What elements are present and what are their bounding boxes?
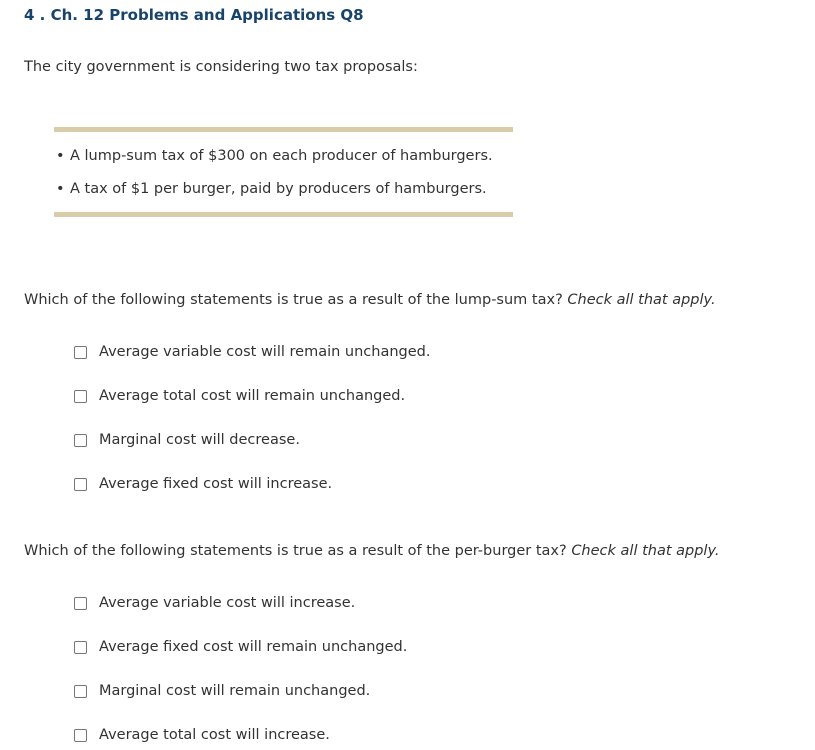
checkbox[interactable] [74,346,87,359]
proposal-item [54,148,493,164]
option-label: Average fixed cost will remain unchanged. [99,639,408,655]
checkbox[interactable] [74,390,87,403]
checkbox[interactable] [74,685,87,698]
option-afc-increase[interactable] [74,476,332,492]
question-prompt: Which of the following statements is true as a result of the lump-sum tax? [24,292,563,308]
option-avc-increase[interactable] [74,595,355,611]
option-label: Average total cost will increase. [99,727,330,743]
intro-text: The city government is considering two tax proposals: [24,59,418,75]
proposal-item [54,181,487,197]
checkbox[interactable] [74,729,87,742]
checkbox[interactable] [74,434,87,447]
question-lump-sum [24,292,716,308]
option-mc-decrease[interactable] [74,432,300,448]
question-hint: Check all that apply. [571,543,720,559]
question-prompt: Which of the following statements is true as a result of the per-burger tax? [24,543,567,559]
option-avc-unchanged[interactable] [74,344,430,360]
option-label: Average variable cost will remain unchanged. [99,344,431,360]
option-label: Marginal cost will decrease. [99,432,300,448]
option-atc-unchanged[interactable] [74,388,405,404]
option-label: Average fixed cost will increase. [99,476,333,492]
proposals-box [54,127,513,217]
proposal-text: A tax of $1 per burger, paid by producers of hamburgers. [70,181,487,197]
option-label: Average variable cost will increase. [99,595,356,611]
checkbox[interactable] [74,641,87,654]
checkbox[interactable] [74,478,87,491]
checkbox[interactable] [74,597,87,610]
option-label: Average total cost will remain unchanged. [99,388,406,404]
option-mc-unchanged[interactable] [74,683,370,699]
question-hint: Check all that apply. [567,292,716,308]
option-label: Marginal cost will remain unchanged. [99,683,371,699]
page-title: 4 . Ch. 12 Problems and Applications Q8 [24,6,364,24]
option-afc-unchanged[interactable] [74,639,407,655]
proposal-text: A lump-sum tax of $300 on each producer of hamburgers. [70,148,493,164]
bullet-icon: • [56,148,65,164]
option-atc-increase[interactable] [74,727,330,743]
bullet-icon: • [56,181,65,197]
question-per-burger [24,543,720,559]
